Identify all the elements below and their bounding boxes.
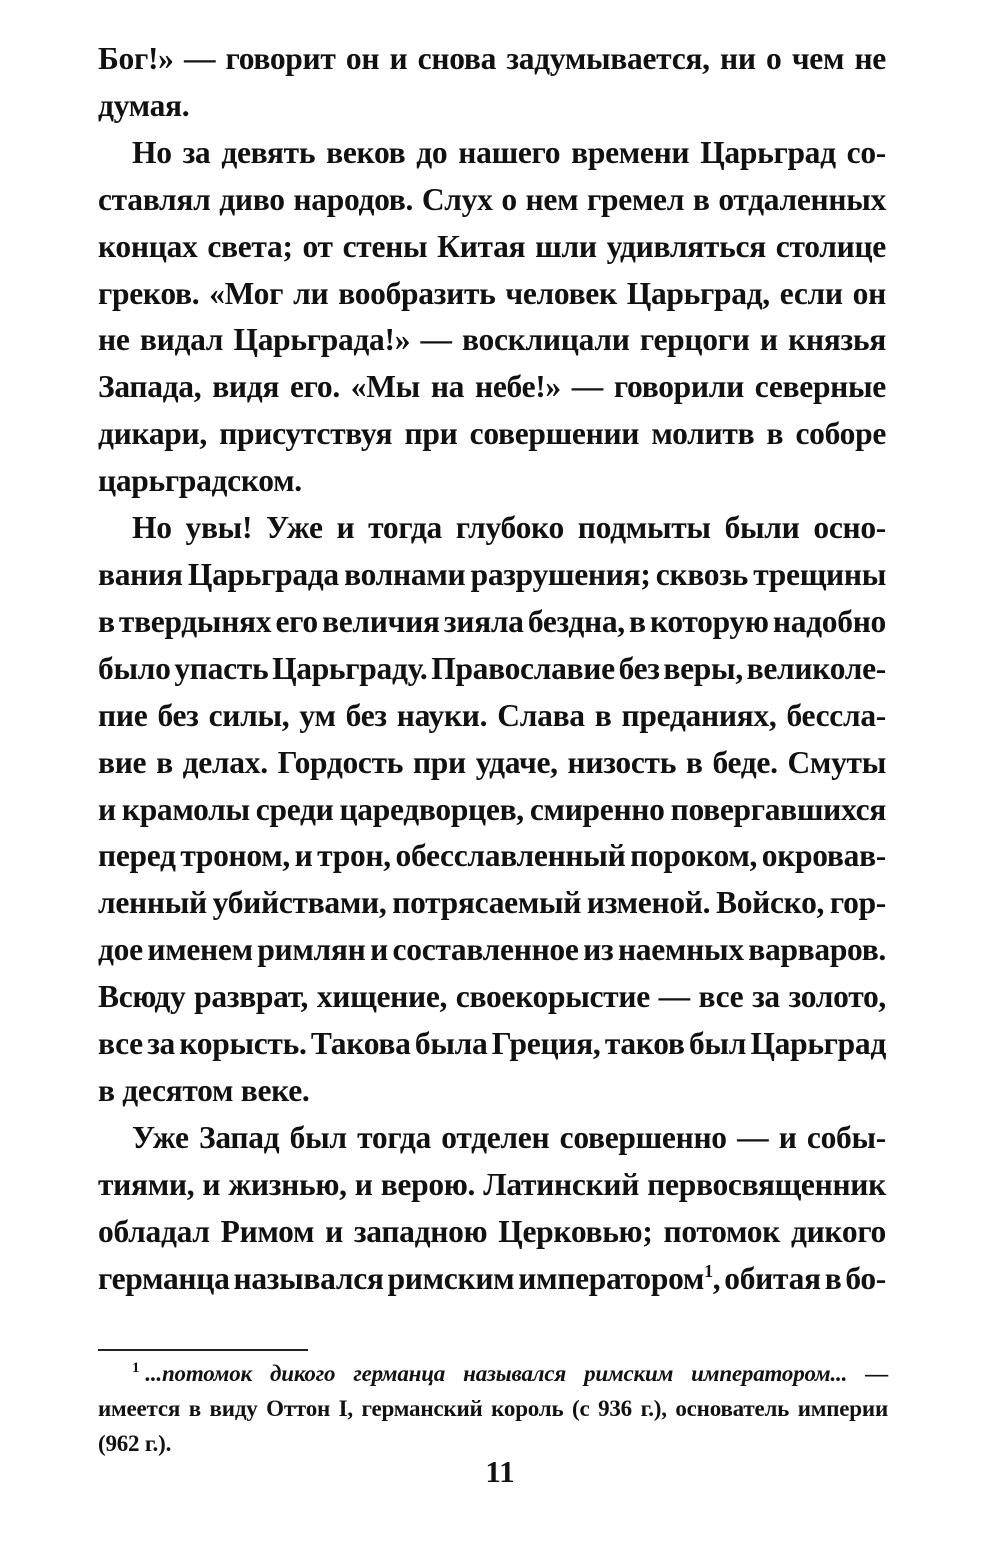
text-fragment: , обитая в бо- [712,1260,886,1296]
text-line: царьградском. [98,463,302,499]
footnote-reference[interactable]: 1 [704,1260,713,1281]
page-number: 11 [485,1454,515,1489]
footnote-quote: ...потомок дикого германца назывался римским императором... [145,1361,848,1386]
text-line: Но увы! Уже и тогда глубоко подмыты были осно- [132,510,886,546]
text-line: вания Царьграда волнами разрушения; сквозь трещины [98,556,886,592]
text-line: перед троном, и трон, обесславленный пороком, окровав- [98,838,886,874]
text-line: Бог!» — говорит он и снова задумывается, ни о чем не [98,41,886,76]
text-line: ленный убийствами, потрясаемый изменой. Войско, гор- [98,885,886,921]
footnote-text: — [847,1361,888,1386]
text-line: Но за девять веков до нашего времени Царьград со- [132,134,886,170]
text-line [98,1256,886,1303]
text-line: в твердынях его величия зияла бездна, в которую надобно [98,603,886,639]
text-line: дикари, присутствуя при совершении молитв в соборе [98,416,886,452]
text-line: Уже Запад был тогда отделен совершенно — и собы- [132,1119,886,1155]
footnote [98,1356,888,1461]
text-line: думая. [98,87,190,123]
body-text [98,36,886,1302]
text-line: Запада, видя его. «Мы на небе!» — говорили северные [98,369,886,405]
footnote-line: (962 г.). [98,1431,172,1456]
text-line: пие без силы, ум без науки. Слава в преданиях, бесcла- [98,697,886,733]
footnote-divider [98,1349,308,1351]
text-line: ставлял диво народов. Слух о нем гремел в отдаленных [98,181,886,217]
text-line: концах света; от стены Китая шли удивляться столице [98,228,886,264]
text-line: в десятом веке. [98,1072,310,1108]
text-line: дое именем римлян и составленное из наемных варваров. [98,932,886,968]
text-line: тиями, и жизнью, и верою. Латинский первосвященник [98,1166,886,1202]
text-line: было упасть Царьграду. Православие без веры, великоле- [98,650,886,686]
text-line: и крамолы среди царедворцев, смиренно повергавшихся [98,791,886,827]
text-line: вие в делах. Гордость при удаче, низость в беде. Смуты [98,744,886,780]
footnote-line [98,1356,888,1391]
text-line: не видал Царьграда!» — восклицали герцоги и князья [98,322,886,358]
footnote-mark: 1 [132,1360,140,1376]
text-line: Всюду разврат, хищение, своекорыстие — все за золото, [98,979,886,1015]
footnote-line: имеется в виду Оттон I, германский король (с 936 г.), основатель империи [98,1396,888,1421]
text-line: все за корысть. Такова была Греция, таков был Царьград [98,1026,886,1062]
text-fragment: германца назывался римским императором [98,1260,705,1296]
text-line: обладал Римом и западною Церковью; потомок дикого [98,1213,886,1249]
text-line: греков. «Мог ли вообразить человек Царьград, если он [98,275,886,311]
